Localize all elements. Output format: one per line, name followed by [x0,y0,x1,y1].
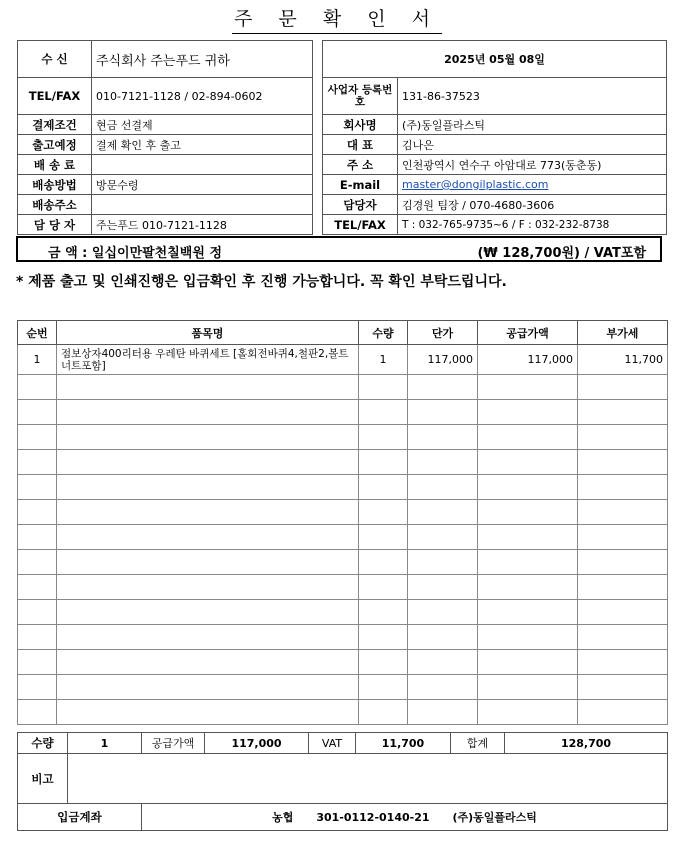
empty-table-row [18,600,668,625]
empty-cell [57,550,359,575]
empty-cell [18,425,57,450]
empty-cell [359,550,408,575]
empty-cell [359,425,408,450]
customer-manager-value: 주는푸드 010-7121-1128 [92,215,313,235]
header-no: 순번 [18,321,57,345]
totals-table [17,732,668,831]
total-supply-label: 공급가액 [142,733,205,754]
empty-cell [408,425,478,450]
row-no: 1 [18,345,57,375]
empty-table-row [18,650,668,675]
empty-cell [408,625,478,650]
ship-schedule-value: 결제 확인 후 출고 [92,135,313,155]
empty-cell [578,700,668,725]
empty-cell [359,375,408,400]
supplier-contact-value: 김경원 팀장 / 070-4680-3606 [398,195,667,215]
empty-cell [408,450,478,475]
empty-cell [578,575,668,600]
empty-table-row [18,450,668,475]
supplier-contact-label: 담당자 [323,195,398,215]
amount-value: (₩ 128,700원) / VAT포함 [477,246,646,261]
header-item-name: 품목명 [57,321,359,345]
ship-method-value: 방문수령 [92,175,313,195]
empty-cell [18,650,57,675]
account-label: 입금계좌 [18,804,142,831]
empty-cell [408,550,478,575]
empty-cell [57,450,359,475]
amount-text: 금 액 : 일십이만팔천칠백원 정 [48,246,222,261]
customer-telfax-value: 010-7121-1128 / 02-894-0602 [92,78,313,115]
empty-cell [57,525,359,550]
empty-cell [408,600,478,625]
empty-cell [359,525,408,550]
remarks-value [68,754,668,804]
empty-cell [359,700,408,725]
address-value: 인천광역시 연수구 아암대로 773(동춘동) [398,155,667,175]
ship-address-label: 배송주소 [18,195,92,215]
empty-cell [57,475,359,500]
empty-cell [359,625,408,650]
empty-cell [18,700,57,725]
empty-cell [18,625,57,650]
company-label: 회사명 [323,115,398,135]
ceo-label: 대 표 [323,135,398,155]
recipient-value: 주식회사 주는푸드 귀하 [92,41,313,78]
customer-manager-label: 담 당 자 [18,215,92,235]
ship-fee-value [92,155,313,175]
empty-cell [478,450,578,475]
order-date: 2025년 05월 08일 [323,41,667,78]
business-number-label: 사업자 등록번호 [323,78,398,115]
header-unit-price: 단가 [408,321,478,345]
empty-cell [578,400,668,425]
empty-cell [478,525,578,550]
empty-cell [408,500,478,525]
empty-cell [57,600,359,625]
empty-cell [18,400,57,425]
header-qty: 수량 [359,321,408,345]
notice-text: * 제품 출고 및 인쇄진행은 입금확인 후 진행 가능합니다. 꼭 확인 부탁드립니다. [16,274,507,290]
payment-value: 현금 선결제 [92,115,313,135]
payment-label: 결제조건 [18,115,92,135]
row-vat: 11,700 [578,345,668,375]
empty-cell [578,450,668,475]
total-qty-value: 1 [68,733,142,754]
account-number: 301-0112-0140-21 [316,811,430,824]
ship-address-value [92,195,313,215]
total-qty-label: 수량 [18,733,68,754]
empty-table-row [18,425,668,450]
empty-cell [57,425,359,450]
empty-cell [57,625,359,650]
empty-cell [578,675,668,700]
supplier-telfax-value: T : 032-765-9735~6 / F : 032-232-8738 [398,215,667,235]
empty-table-row [18,550,668,575]
row-item-name: 점보상자400리터용 우레탄 바퀴세트 [홀회전바퀴4,철판2,볼트너트포함] [57,345,359,375]
empty-cell [408,650,478,675]
empty-cell [359,450,408,475]
empty-cell [18,675,57,700]
row-qty: 1 [359,345,408,375]
amount-box [16,236,662,262]
empty-table-row [18,475,668,500]
empty-cell [478,650,578,675]
empty-cell [578,600,668,625]
empty-cell [359,400,408,425]
empty-cell [478,625,578,650]
empty-cell [408,575,478,600]
empty-cell [18,550,57,575]
empty-table-row [18,375,668,400]
empty-cell [478,550,578,575]
empty-cell [18,450,57,475]
empty-cell [578,650,668,675]
empty-cell [408,525,478,550]
empty-cell [57,575,359,600]
empty-cell [359,650,408,675]
empty-cell [578,475,668,500]
empty-table-row [18,575,668,600]
empty-cell [359,475,408,500]
empty-table-row [18,625,668,650]
empty-table-row [18,700,668,725]
empty-cell [578,500,668,525]
supplier-info-table [322,40,667,235]
total-sum-value: 128,700 [505,733,668,754]
empty-cell [478,500,578,525]
address-label: 주 소 [323,155,398,175]
total-vat-label: VAT [309,733,356,754]
empty-cell [57,500,359,525]
empty-cell [478,400,578,425]
email-link[interactable]: master@dongilplastic.com [402,178,549,191]
empty-cell [359,675,408,700]
table-row [18,345,668,375]
ship-method-label: 배송방법 [18,175,92,195]
total-vat-value: 11,700 [356,733,451,754]
empty-table-row [18,500,668,525]
empty-cell [359,500,408,525]
empty-cell [578,425,668,450]
empty-cell [578,375,668,400]
empty-table-row [18,400,668,425]
empty-cell [408,675,478,700]
total-supply-value: 117,000 [205,733,309,754]
empty-cell [18,575,57,600]
empty-cell [57,700,359,725]
row-unit-price: 117,000 [408,345,478,375]
email-label: E-mail [323,175,398,195]
items-table [17,320,668,725]
customer-info-table [17,40,313,235]
recipient-label: 수 신 [18,41,92,78]
business-number-value: 131-86-37523 [398,78,667,115]
empty-cell [478,600,578,625]
header-vat: 부가세 [578,321,668,345]
empty-cell [478,575,578,600]
empty-cell [18,500,57,525]
company-value: (주)동일플라스틱 [398,115,667,135]
empty-cell [359,600,408,625]
empty-cell [57,400,359,425]
empty-cell [57,650,359,675]
empty-table-row [18,675,668,700]
customer-telfax-label: TEL/FAX [18,78,92,115]
empty-cell [18,600,57,625]
empty-cell [18,475,57,500]
empty-cell [57,675,359,700]
ship-fee-label: 배 송 료 [18,155,92,175]
empty-cell [408,475,478,500]
empty-cell [408,700,478,725]
supplier-telfax-label: TEL/FAX [323,215,398,235]
empty-cell [578,625,668,650]
remarks-label: 비고 [18,754,68,804]
empty-table-row [18,525,668,550]
empty-cell [408,400,478,425]
empty-cell [57,375,359,400]
empty-cell [478,475,578,500]
empty-cell [578,525,668,550]
account-bank: 농협 [272,811,294,824]
row-supply-amount: 117,000 [478,345,578,375]
ceo-value: 김나은 [398,135,667,155]
empty-cell [478,425,578,450]
total-sum-label: 합계 [451,733,505,754]
empty-cell [408,375,478,400]
empty-cell [18,525,57,550]
empty-cell [578,550,668,575]
header-supply-amount: 공급가액 [478,321,578,345]
empty-cell [18,375,57,400]
empty-cell [478,675,578,700]
document-title: 주 문 확 인 서 [232,7,442,34]
account-value [142,804,668,831]
account-holder: (주)동일플라스틱 [452,811,537,824]
empty-cell [359,575,408,600]
empty-cell [478,700,578,725]
ship-schedule-label: 출고예정 [18,135,92,155]
empty-cell [478,375,578,400]
